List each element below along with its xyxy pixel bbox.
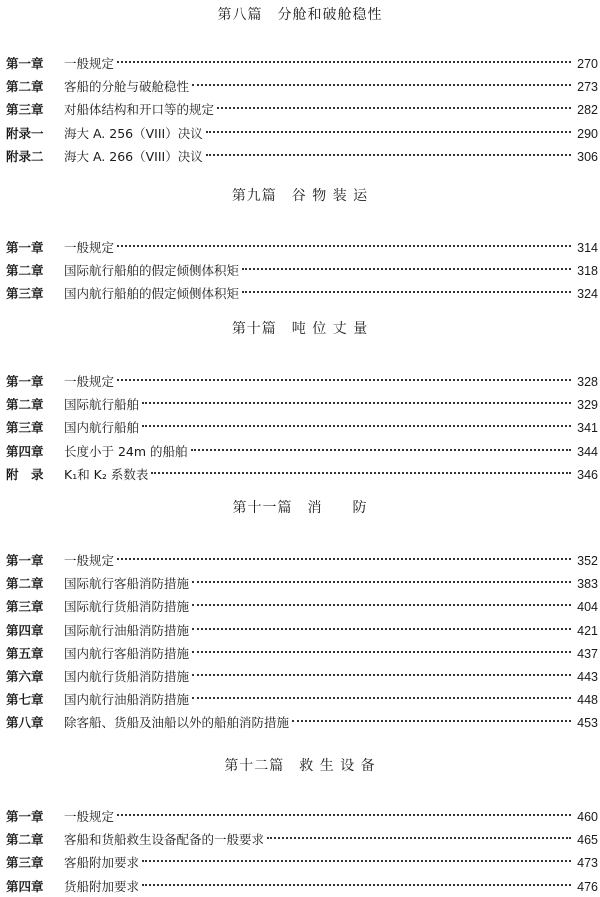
dot-leader — [142, 382, 571, 404]
dot-leader — [217, 87, 571, 109]
page-number: 341 — [577, 421, 598, 436]
page-number: 344 — [577, 444, 598, 459]
part-title: 第十一篇 消 防 — [232, 500, 368, 516]
page-number: 346 — [577, 467, 598, 482]
part-title: 第十篇 吨 位 丈 量 — [231, 321, 369, 337]
page-number: 383 — [577, 577, 598, 592]
toc-entry[interactable] — [6, 116, 598, 141]
part-title: 第十二篇 救 生 设 备 — [224, 758, 376, 774]
dot-leader — [117, 225, 571, 247]
toc-entry[interactable] — [6, 457, 598, 482]
toc-entry[interactable] — [6, 387, 598, 413]
chapter-label: 第一章 — [6, 374, 44, 389]
chapter-title: 国内航行客船消防措施 — [64, 645, 190, 661]
chapter-title: 国内航行货船消防措施 — [64, 669, 190, 684]
chapter-label: 第三章 — [6, 420, 44, 436]
page-number: 473 — [577, 856, 598, 871]
dot-leader — [206, 134, 571, 156]
chapter-label: 第一章 — [6, 56, 44, 71]
chapter-label: 第三章 — [6, 102, 44, 118]
dot-leader — [192, 608, 571, 630]
dot-leader — [142, 405, 571, 427]
page-number: 318 — [577, 264, 598, 279]
chapter-title: 国内航行油船消防措施 — [64, 692, 190, 708]
chapter-title: 一般规定 — [64, 553, 115, 568]
page-number: 306 — [577, 149, 598, 164]
chapter-title: 国际航行油船消防措施 — [64, 622, 190, 638]
chapter-title: 除客船、货船及油船以外的船舶消防措施 — [64, 715, 290, 731]
chapter-title: 一般规定 — [64, 809, 115, 824]
toc-entry[interactable] — [6, 69, 598, 95]
toc-entry[interactable] — [6, 589, 598, 615]
page-number: 314 — [577, 241, 598, 255]
chapter-title: 国内航行船舶 — [64, 420, 140, 436]
dot-leader — [191, 429, 571, 451]
toc-entry[interactable] — [6, 659, 598, 684]
dot-leader — [242, 271, 571, 293]
chapter-label: 第八章 — [6, 715, 44, 731]
dot-leader — [192, 584, 571, 606]
chapter-title: 客船和货船救生设备配备的一般要求 — [64, 832, 265, 848]
chapter-title: 国际航行船舶的假定倾侧体积矩 — [64, 263, 240, 279]
page-number: 404 — [577, 600, 598, 615]
toc-entry[interactable] — [6, 682, 598, 708]
toc-entry[interactable] — [6, 434, 598, 459]
toc-entry[interactable] — [6, 276, 598, 302]
page-number: 465 — [577, 833, 598, 848]
chapter-title: 国际航行货船消防措施 — [64, 599, 190, 615]
chapter-label: 第四章 — [6, 443, 44, 459]
page-number: 476 — [577, 879, 598, 894]
chapter-title: 国际航行船舶 — [64, 397, 140, 413]
dot-leader — [192, 64, 571, 86]
chapter-label: 第二章 — [6, 832, 44, 848]
chapter-title: 对船体结构和开口等的规定 — [64, 102, 215, 118]
page-number: 421 — [577, 623, 598, 638]
dot-leader — [192, 677, 571, 699]
chapter-label: 第四章 — [6, 878, 44, 894]
page-number: 460 — [577, 810, 598, 824]
toc-entry[interactable] — [6, 799, 598, 824]
chapter-title: 一般规定 — [64, 240, 115, 255]
part-title: 第九篇 谷 物 装 运 — [231, 188, 369, 204]
toc-entry[interactable] — [6, 253, 598, 279]
page-number: 328 — [577, 375, 598, 389]
toc-entry[interactable] — [6, 822, 598, 848]
part-title: 第八篇 分舱和破舱稳性 — [217, 7, 383, 23]
chapter-label: 第六章 — [6, 669, 44, 684]
chapter-title: 一般规定 — [64, 56, 115, 71]
chapter-label: 第七章 — [6, 692, 44, 708]
chapter-label: 第二章 — [6, 79, 44, 95]
chapter-title: 国内航行船舶的假定倾侧体积矩 — [64, 286, 240, 302]
chapter-title: 一般规定 — [64, 374, 115, 389]
toc-entry[interactable] — [6, 410, 598, 436]
chapter-label: 第二章 — [6, 397, 44, 413]
page-number: 437 — [577, 646, 598, 661]
chapter-label: 第一章 — [6, 809, 44, 824]
chapter-label: 第三章 — [6, 599, 44, 615]
chapter-label: 第二章 — [6, 263, 44, 279]
dot-leader — [206, 111, 571, 133]
chapter-label: 第四章 — [6, 622, 44, 638]
chapter-title: K₁和 K₂ 系数表 — [64, 466, 149, 482]
toc-entry[interactable] — [6, 92, 598, 118]
toc-entry[interactable] — [6, 705, 598, 731]
page-number: 282 — [577, 103, 598, 118]
page-number: 270 — [577, 57, 598, 71]
dot-leader — [192, 631, 571, 653]
chapter-title: 海大 A. 266（VIII）决议 — [64, 148, 203, 164]
page-number: 443 — [577, 670, 598, 684]
dot-leader — [192, 561, 571, 583]
toc-entry[interactable] — [6, 636, 598, 661]
toc-entry[interactable] — [6, 364, 598, 389]
toc-entry[interactable] — [6, 613, 598, 638]
chapter-title: 长度小于 24m 的船舶 — [64, 443, 188, 459]
chapter-label: 第三章 — [6, 855, 44, 871]
page-number: 290 — [577, 126, 598, 141]
toc-entry[interactable] — [6, 845, 598, 871]
toc-entry[interactable] — [6, 869, 598, 894]
chapter-title: 国际航行客船消防措施 — [64, 576, 190, 592]
page-number: 448 — [577, 693, 598, 708]
toc-entry[interactable] — [6, 566, 598, 592]
dot-leader — [142, 864, 571, 886]
dot-leader — [242, 248, 571, 270]
dot-leader — [192, 654, 571, 676]
dot-leader — [117, 41, 571, 63]
dot-leader — [267, 817, 571, 839]
dot-leader — [117, 538, 571, 560]
toc-entry[interactable] — [6, 139, 598, 164]
toc-entry[interactable] — [6, 46, 598, 71]
chapter-label: 附录二 — [6, 148, 44, 164]
chapter-label: 第五章 — [6, 645, 44, 661]
chapter-title: 海大 A. 256（VIII）决议 — [64, 125, 203, 141]
page-number: 352 — [577, 554, 598, 568]
dot-leader — [142, 840, 571, 862]
page-number: 273 — [577, 80, 598, 95]
chapter-label: 附录一 — [6, 125, 44, 141]
toc-entry[interactable] — [6, 230, 598, 255]
chapter-title: 客船的分舱与破舱稳性 — [64, 79, 190, 95]
chapter-label: 第一章 — [6, 240, 44, 255]
chapter-label: 第三章 — [6, 286, 44, 302]
dot-leader — [117, 794, 571, 816]
dot-leader — [117, 359, 571, 381]
chapter-title: 货船附加要求 — [64, 878, 140, 894]
page-number: 329 — [577, 398, 598, 413]
chapter-label: 第一章 — [6, 553, 44, 568]
page-number: 324 — [577, 287, 598, 302]
page-number: 453 — [577, 716, 598, 731]
chapter-label: 第二章 — [6, 576, 44, 592]
dot-leader — [151, 452, 571, 474]
chapter-title: 客船附加要求 — [64, 855, 140, 871]
dot-leader — [292, 700, 571, 722]
chapter-label: 附 录 — [6, 466, 44, 482]
toc-entry[interactable] — [6, 543, 598, 568]
